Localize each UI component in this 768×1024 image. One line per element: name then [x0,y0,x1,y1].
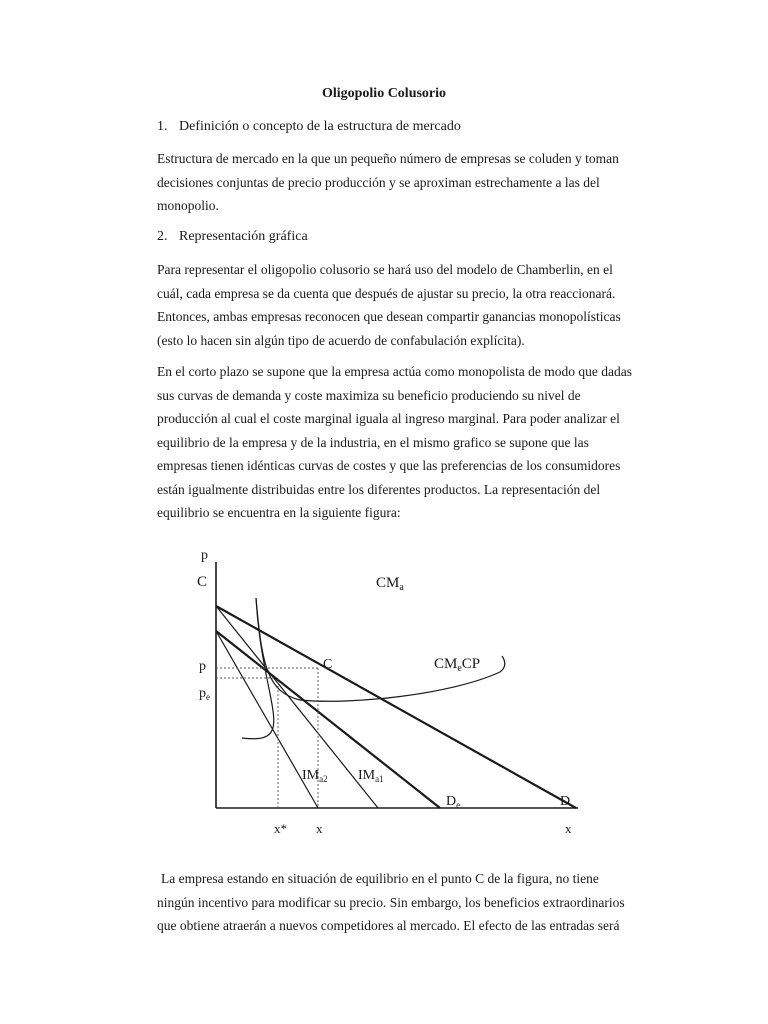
curve-cma-sub: a [399,582,404,593]
ima2-sub: a2 [319,774,328,784]
price-p-label: p [199,659,206,674]
ima2-label [302,768,328,784]
curve-cmecp-main: CM [434,656,458,672]
section-1-title: Definición o concepto de la estructura de mercado [179,119,461,134]
paragraph-line: producción al cual el coste marginal iguala al ingreso marginal. Para poder analizar el [157,411,620,426]
document-title: Oligopolio Colusorio [321,86,447,101]
ima1-sub: a1 [375,774,384,784]
curve-cmecp-sub: e [457,663,462,674]
demand-curve-d [216,606,576,808]
price-pe-main: p [199,686,206,701]
paragraph-line: empresas tienen idénticas curvas de costes y que las preferencias de los consumidores [157,458,621,473]
x-label: x [316,821,323,836]
de-label [446,794,460,810]
paragraph-line: cuál, cada empresa se da cuenta que después de ajustar su precio, la otra reaccionará. [157,285,616,301]
curve-cmecp-label [434,656,480,674]
ima2-main: IM [302,768,320,783]
ima1-label [358,768,384,784]
paragraph-equilibrium [157,867,681,938]
y-axis-label: p [201,548,208,563]
paragraph-line: La empresa estando en situación de equilibrio en el punto C de la figura, no tiene [161,871,599,886]
section-2-number: 2. [157,229,168,244]
paragraph-line: (esto lo hacen sin algún tipo de acuerdo de confabulación explícita). [157,332,525,348]
paragraph-line: decisiones conjuntas de precio producción y se aproximan estrechamente a las del [157,174,600,190]
paragraph-line: sus curvas de demanda y coste maximiza su beneficio produciendo su nivel de [157,387,581,403]
ima1-main: IM [358,768,376,783]
paragraph-line: equilibrio se encuentra en la siguiente figura: [157,505,401,520]
x-star-label: x* [274,821,287,836]
curve-cma-main: CM [376,575,400,591]
paragraph-line: están igualmente distribuidas entre los diferentes productos. La representación del [157,481,601,497]
curve-cmecp-suffix: CP [461,656,481,672]
paragraph-line: equilibrio de la empresa y de la industria, en el mismo grafico se supone que las [157,434,589,450]
paragraph-line: En el corto plazo se supone que la empresa actúa como monopolista de modo que dadas [157,364,632,379]
section-2-title: Representación gráfica [179,229,308,244]
paragraph-line: Entonces, ambas empresas reconocen que desean compartir ganancias monopolísticas [157,309,621,324]
section-1-number: 1. [157,119,168,134]
point-c-label: C [323,657,333,672]
price-pe-label [199,686,210,702]
paragraph-line: Estructura de mercado en la que un pequeño número de empresas se coluden y toman [157,151,619,166]
x-axis-label: x [565,821,572,836]
curve-cma-label [376,575,404,593]
paragraph-line: que obtiene atraerán a nuevos competidores al mercado. El efecto de las entradas será [157,918,620,933]
paragraph-line: ningún incentivo para modificar su precio. Sin embargo, los beneficios extraordinarios [157,894,625,910]
paragraph-line: monopolio. [157,198,219,213]
de-main: D [446,794,457,809]
d-label: D [560,794,571,809]
price-c-label: C [197,574,208,590]
marginal-revenue-ima1 [216,606,378,808]
paragraph-line: Para representar el oligopolio colusorio se hará uso del modelo de Chamberlin, en el [157,262,613,277]
de-sub: e [456,800,461,810]
price-pe-sub: e [206,692,210,702]
